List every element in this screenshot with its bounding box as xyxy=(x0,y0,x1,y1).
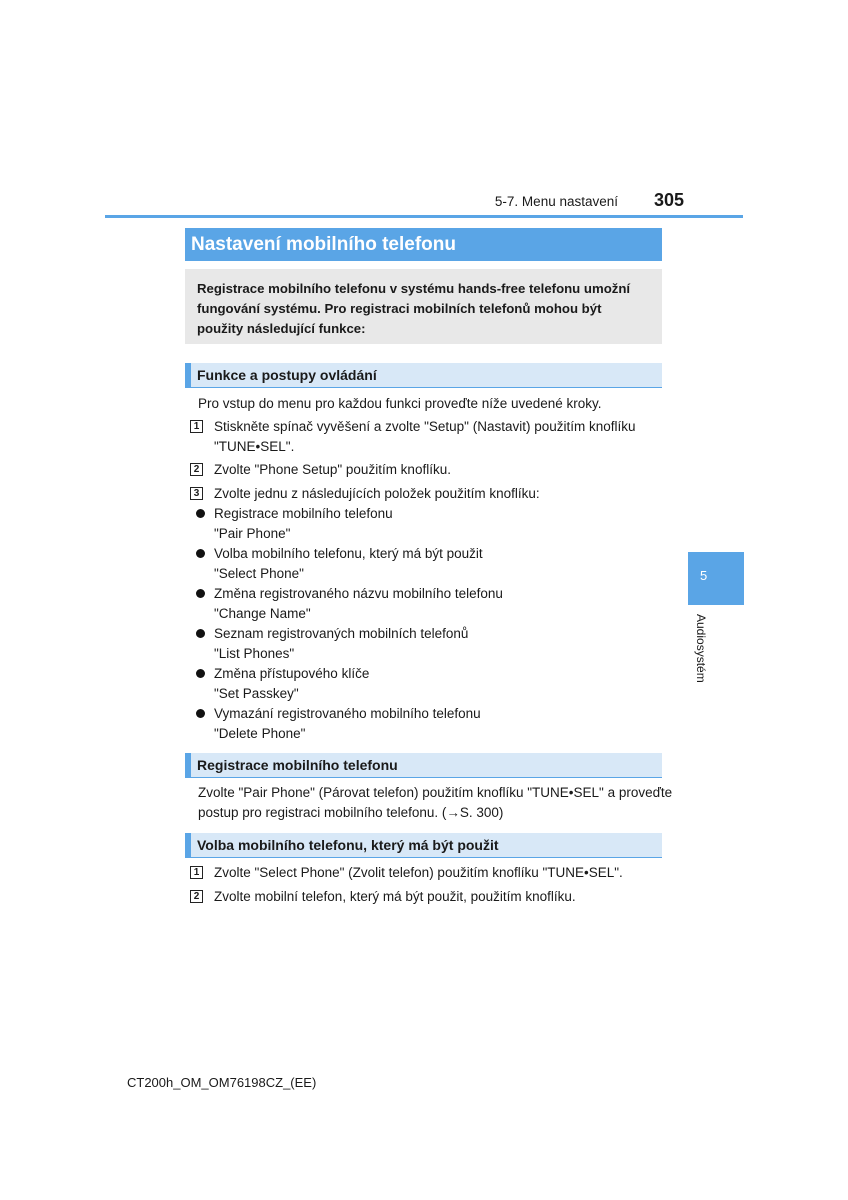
section-lead-text: Pro vstup do menu pro každou funkci proveďte níže uvedené kroky. xyxy=(198,396,602,411)
step-number: 1 xyxy=(190,420,203,433)
bullet-dot-icon xyxy=(196,669,205,678)
step-number: 1 xyxy=(190,866,203,879)
bullet-menu-item: "Set Passkey" xyxy=(214,686,299,701)
step-text: Zvolte mobilní telefon, který má být použit, použitím knoflíku. xyxy=(214,889,576,904)
step-text: Zvolte "Select Phone" (Zvolit telefon) použitím knoflíku "TUNE•SEL". xyxy=(214,865,623,880)
step-text: Zvolte "Phone Setup" použitím knoflíku. xyxy=(214,462,451,477)
bullet-menu-item: "Pair Phone" xyxy=(214,526,291,541)
bullet-label: Vymazání registrovaného mobilního telefonu xyxy=(214,706,481,721)
step-item xyxy=(190,484,662,504)
bullet-label: Seznam registrovaných mobilních telefonů xyxy=(214,626,469,641)
step-item xyxy=(190,887,662,907)
bullet-label: Registrace mobilního telefonu xyxy=(214,506,393,521)
bullet-dot-icon xyxy=(196,509,205,518)
bullet-label: Volba mobilního telefonu, který má být použit xyxy=(214,546,483,561)
step-item xyxy=(190,460,662,480)
chapter-label: Audiosystém xyxy=(694,614,708,683)
bullet-menu-item: "Delete Phone" xyxy=(214,726,306,741)
section-heading-functions: Funkce a postupy ovládání xyxy=(185,363,662,388)
step-number: 2 xyxy=(190,890,203,903)
bullet-dot-icon xyxy=(196,709,205,718)
chapter-number: 5 xyxy=(700,568,708,583)
step-text: Stiskněte spínač vyvěšení a zvolte "Setup" (Nastavit) použitím knoflíku "TUNE•SEL". xyxy=(214,419,636,454)
footer-code: CT200h_OM_OM76198CZ_(EE) xyxy=(127,1075,317,1090)
step-item xyxy=(190,863,662,883)
step-number: 2 xyxy=(190,463,203,476)
registration-text-line1: Zvolte "Pair Phone" (Párovat telefon) použitím knoflíku "TUNE•SEL" a proveďte xyxy=(198,785,673,800)
bullet-menu-item: "List Phones" xyxy=(214,646,295,661)
step-item xyxy=(190,417,662,457)
bullet-menu-item: "Change Name" xyxy=(214,606,311,621)
bullet-menu-item: "Select Phone" xyxy=(214,566,304,581)
bullet-dot-icon xyxy=(196,629,205,638)
step-text: Zvolte jednu z následujících položek použitím knoflíku: xyxy=(214,486,540,501)
step-number: 3 xyxy=(190,487,203,500)
page-title: Nastavení mobilního telefonu xyxy=(185,228,662,261)
bullet-label: Změna registrovaného názvu mobilního telefonu xyxy=(214,586,503,601)
header-rule xyxy=(105,215,743,218)
page-number: 305 xyxy=(653,190,684,210)
section-heading-registration: Registrace mobilního telefonu xyxy=(185,753,662,778)
bullet-dot-icon xyxy=(196,589,205,598)
registration-text-line2: postup pro registraci mobilního telefonu. (→S. 300) xyxy=(198,805,504,820)
header-section-title: 5-7. Menu nastavení xyxy=(494,194,618,209)
bullet-dot-icon xyxy=(196,549,205,558)
section-heading-select-phone: Volba mobilního telefonu, který má být použit xyxy=(185,833,662,858)
intro-box: Registrace mobilního telefonu v systému hands-free telefonu umožní fungování systému. Pro registraci mobilních telefonů mohou být použity následující funkce: xyxy=(185,269,662,344)
bullet-label: Změna přístupového klíče xyxy=(214,666,370,681)
chapter-tab xyxy=(688,552,744,605)
